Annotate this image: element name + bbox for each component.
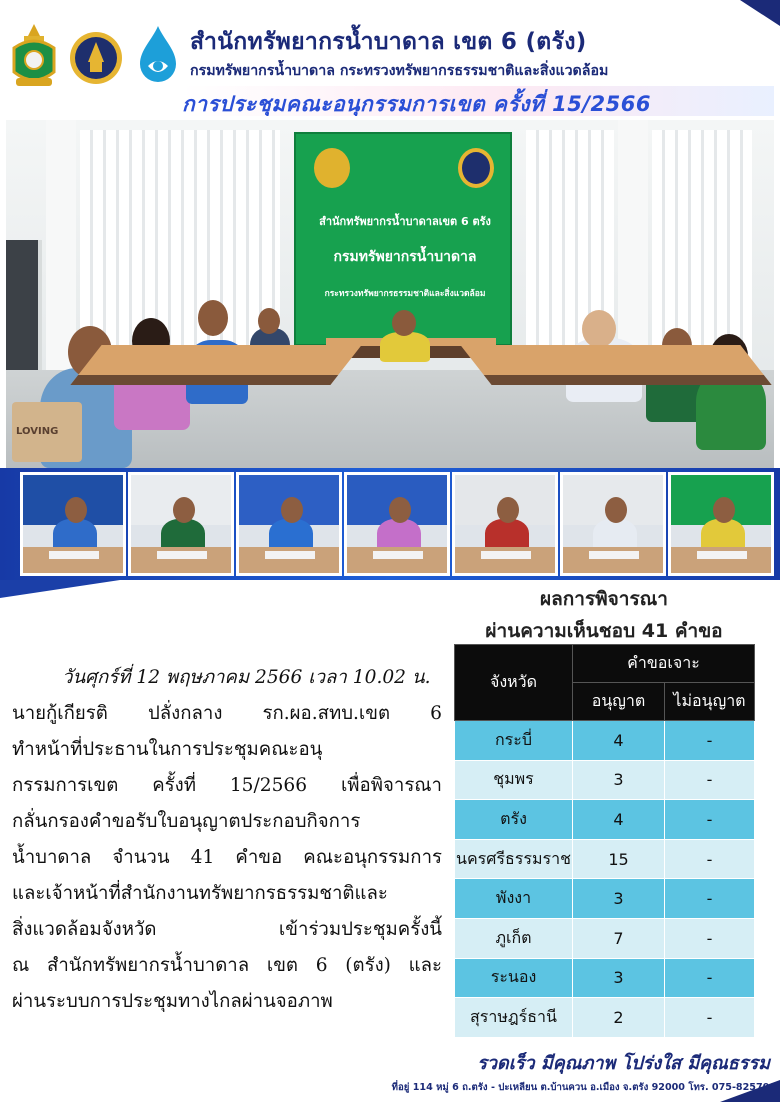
conference-table-left <box>70 345 361 385</box>
table-row <box>455 839 755 879</box>
thumbnail-nameplate <box>49 551 99 559</box>
body-line: ผ่านระบบการประชุมทางไกลผ่านจอภาพ <box>12 991 333 1012</box>
attendee-head <box>258 308 280 334</box>
body-line: นายกู้เกียรติ ปลั่งกลาง รก.ผอ.สทบ.เขต 6 <box>12 703 442 724</box>
board-emblem-right-icon <box>458 148 494 188</box>
thumbnail-nameplate <box>697 551 747 559</box>
table-cell-denied: - <box>665 760 755 800</box>
meeting-room-photo <box>6 120 774 472</box>
table-cell-denied: - <box>665 958 755 998</box>
paper-bag <box>12 402 82 462</box>
table-cell-province: ตรัง <box>455 800 573 840</box>
table-row <box>455 721 755 761</box>
thumbnail-photo <box>20 472 126 576</box>
table-row <box>455 800 755 840</box>
result-title: ผลการพิจารณา <box>540 588 668 610</box>
table-cell-denied: - <box>665 800 755 840</box>
thumbnail-head <box>713 497 735 523</box>
meeting-title: การประชุมคณะอนุกรรมการเขต ครั้งที่ 15/2566 <box>182 92 652 116</box>
table-body <box>455 721 755 1038</box>
table-cell-denied: - <box>665 998 755 1038</box>
thumbnail-head <box>497 497 519 523</box>
decision-table <box>454 644 755 1038</box>
table-cell-denied: - <box>665 721 755 761</box>
thumbnail-nameplate <box>481 551 531 559</box>
table-cell-province: ระนอง <box>455 958 573 998</box>
body-line: และเจ้าหน้าที่สำนักงานทรัพยากรธรรมชาติและ <box>12 883 388 904</box>
department-emblem-logo <box>6 22 62 92</box>
thumbnail-head <box>389 497 411 523</box>
thumbnail-photo <box>128 472 234 576</box>
board-text-line2: กรมทรัพยากรน้ำบาดาล <box>333 249 477 265</box>
table-cell-province: กระบี่ <box>455 721 573 761</box>
ministry-emblem-logo <box>68 22 124 92</box>
paper-bag-text: LOVING <box>16 426 59 437</box>
body-line: ทำหน้าที่ประธานในการประชุมคณะอนุ <box>12 739 323 760</box>
logo-group <box>6 22 184 96</box>
body-line: ณ สำนักทรัพยากรน้ำบาดาล เขต 6 (ตรัง) และ <box>12 955 442 976</box>
thumbnail-photo <box>236 472 342 576</box>
table-cell-approved: 3 <box>573 760 665 800</box>
table-row <box>455 918 755 958</box>
body-line: กลั่นกรองคำขอรับใบอนุญาตประกอบกิจการ <box>12 811 361 832</box>
water-drop-logo <box>134 22 182 92</box>
table-cell-approved: 4 <box>573 800 665 840</box>
attendee-head <box>582 310 616 348</box>
curtain-left <box>80 130 280 370</box>
table-row <box>455 760 755 800</box>
conference-table-right <box>460 345 771 385</box>
thumbnail-nameplate <box>589 551 639 559</box>
organization-subtitle: กรมทรัพยากรน้ำบาดาล กระทรวงทรัพยากรธรรมชาติและสิ่งแวดล้อม <box>190 63 609 79</box>
table-row <box>455 998 755 1038</box>
thumbnail-photo <box>452 472 558 576</box>
slogan: รวดเร็ว มีคุณภาพ โปร่งใส มีคุณธรรม <box>477 1053 770 1074</box>
table-cell-approved: 3 <box>573 958 665 998</box>
thumbnail-nameplate <box>373 551 423 559</box>
attendee-head <box>392 310 416 336</box>
body-line: สิ่งแวดล้อมจังหวัด เข้าร่วมประชุมครั้งนี้ <box>12 919 442 940</box>
corner-decoration-bottom <box>720 1080 780 1102</box>
thumbnail-photo <box>560 472 666 576</box>
address: ที่อยู่ 114 หมู่ 6 ถ.ตรัง - ปะเหลียน ต.บ้านควน อ.เมือง จ.ตรัง 92000 โทร. 075-825700 <box>391 1082 776 1093</box>
thumbnail-nameplate <box>265 551 315 559</box>
table-cell-denied: - <box>665 839 755 879</box>
table-cell-province: พังงา <box>455 879 573 919</box>
table-row <box>455 879 755 919</box>
table-header-province: จังหวัด <box>455 645 573 721</box>
table-cell-approved: 2 <box>573 998 665 1038</box>
organization-title: สำนักทรัพยากรน้ำบาดาล เขต 6 (ตรัง) <box>190 29 587 55</box>
table-header-approved: อนุญาต <box>573 683 665 721</box>
table-cell-denied: - <box>665 879 755 919</box>
table-header-request: คำขอเจาะ <box>573 645 755 683</box>
table-cell-province: นครศรีธรรมราช <box>455 839 573 879</box>
table-cell-province: ชุมพร <box>455 760 573 800</box>
meeting-description <box>12 660 442 1045</box>
table-cell-approved: 15 <box>573 839 665 879</box>
thumbnail-photo <box>668 472 774 576</box>
corner-decoration-top <box>740 0 780 26</box>
body-line: กรรมการเขต ครั้งที่ 15/2566 เพื่อพิจารณา <box>12 775 442 796</box>
table-header-denied: ไม่อนุญาต <box>665 683 755 721</box>
wave-decoration <box>0 580 120 598</box>
table-row <box>455 958 755 998</box>
board-text-line3: กระทรวงทรัพยากรธรรมชาติและสิ่งแวดล้อม <box>324 289 486 299</box>
table-cell-approved: 3 <box>573 879 665 919</box>
thumbnail-head <box>281 497 303 523</box>
table-cell-province: สุราษฎร์ธานี <box>455 998 573 1038</box>
attendee-head <box>198 300 228 336</box>
table-cell-approved: 7 <box>573 918 665 958</box>
thumbnail-photo <box>344 472 450 576</box>
thumbnail-head <box>173 497 195 523</box>
table-cell-province: ภูเก็ต <box>455 918 573 958</box>
board-text-line1: สำนักทรัพยากรน้ำบาดาลเขต 6 ตรัง <box>319 215 491 228</box>
table-cell-approved: 4 <box>573 721 665 761</box>
body-line: วันศุกร์ที่ 12 พฤษภาคม 2566 เวลา 10.02 น. <box>62 667 431 688</box>
thumbnail-nameplate <box>157 551 207 559</box>
thumbnail-head <box>605 497 627 523</box>
thumbnail-head <box>65 497 87 523</box>
body-line: น้ำบาดาล จำนวน 41 คำขอ คณะอนุกรรมการ <box>12 847 442 868</box>
board-emblem-left-icon <box>314 148 350 188</box>
attendee-chair-yellow-shirt <box>380 332 430 362</box>
table-cell-denied: - <box>665 918 755 958</box>
result-subtitle: ผ่านความเห็นชอบ 41 คำขอ <box>485 620 723 642</box>
